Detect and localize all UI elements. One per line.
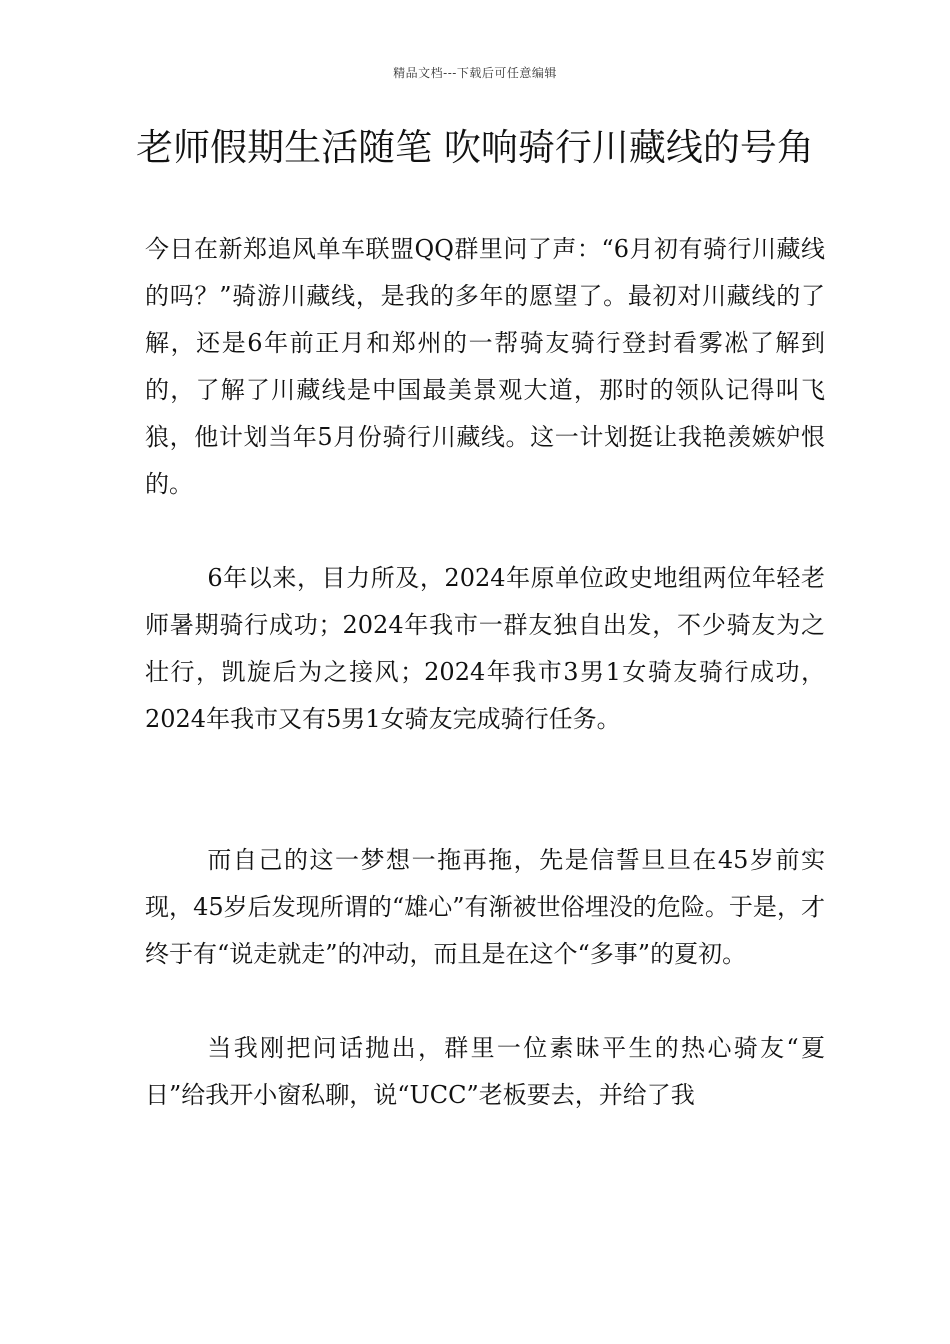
document-body [145,226,825,1119]
header-note: 精品文档---下载后可任意编辑 [393,66,557,80]
paragraph-spacer [145,743,825,837]
paragraph-3: 而自己的这一梦想一拖再拖，先是信誓旦旦在45岁前实现，45岁后发现所谓的“雄心”有渐被世俗埋没的危险。于是，才终于有“说走就走”的冲动，而且是在这个“多事”的夏初。 [145,846,825,968]
paragraph-1: 今日在新郑追风单车联盟QQ群里问了声：“6月初有骑行川藏线的吗？”骑游川藏线，是我的多年的愿望了。最初对川藏线的了解，还是6年前正月和郑州的一帮骑友骑行登封看雾凇了解到的，了解了川藏线是中国最美景观大道，那时的领队记得叫飞狼，他计划当年5月份骑行川藏线。这一计划挺让我艳羡嫉妒恨的。 [145,235,825,498]
paragraph-spacer [145,508,825,555]
paragraph-spacer [145,978,825,1025]
document-title: 老师假期生活随笔 吹响骑行川藏线的号角 [136,126,814,169]
paragraph-2: 6年以来，目力所及，2024年原单位政史地组两位年轻老师暑期骑行成功；2024年我市一群友独自出发，不少骑友为之壮行，凯旋后为之接风；2024年我市3男1女骑友骑行成功，2024年我市又有5男1女骑友完成骑行任务。 [145,564,825,733]
paragraph-4: 当我刚把问话抛出，群里一位素昧平生的热心骑友“夏日”给我开小窗私聊，说“UCC”老板要去，并给了我 [145,1034,825,1109]
